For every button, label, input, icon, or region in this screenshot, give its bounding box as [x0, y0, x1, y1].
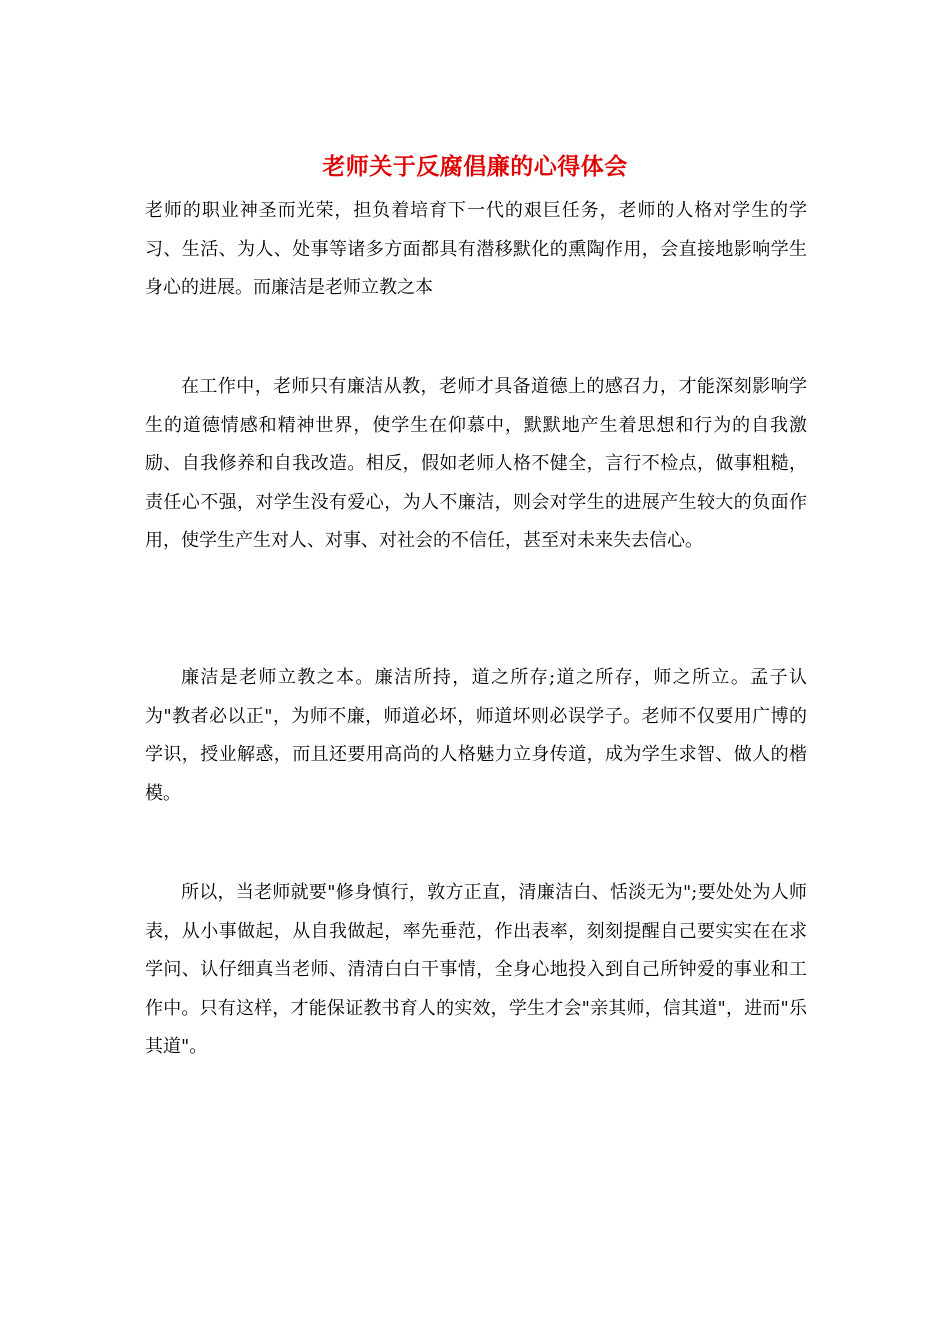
- paragraph-work: 在工作中，老师只有廉洁从教，老师才具备道德上的感召力，才能深刻影响学生的道德情感和精神世界，使学生在仰慕中，默默地产生着思想和行为的自我激励、自我修养和自我改造。相反，假如老师人格不健全，言行不检点，做事粗糙，责任心不强，对学生没有爱心，为人不廉洁，则会对学生的进展产生较大的负面作用，使学生产生对人、对事、对社会的不信任，甚至对未来失去信心。: [145, 376, 807, 551]
- paragraph-conclusion: 所以，当老师就要"修身慎行，敦方正直，清廉洁白、恬淡无为";要处处为人师表，从小事做起，从自我做起，率先垂范，作出表率，刻刻提醒自己要实实在在求学问、认仔细真当老师、清清白白干事情，全身心地投入到自己所钟爱的事业和工作中。只有这样，才能保证教书育人的实效，学生才会"亲其师，信其道"，进而"乐其道"。: [145, 882, 807, 1057]
- document-title: 老师关于反腐倡廉的心得体会: [322, 153, 628, 180]
- paragraph-integrity: 廉洁是老师立教之本。廉洁所持，道之所存;道之所存，师之所立。孟子认为"教者必以正"，为师不廉，师道必坏，师道坏则必误学子。老师不仅要用广博的学识，授业解惑，而且还要用高尚的人格魅力立身传道，成为学生求智、做人的楷模。: [145, 667, 807, 804]
- paragraph-intro: 老师的职业神圣而光荣，担负着培育下一代的艰巨任务，老师的人格对学生的学习、生活、为人、处事等诸多方面都具有潜移默化的熏陶作用，会直接地影响学生身心的进展。而廉洁是老师立教之本: [145, 200, 807, 298]
